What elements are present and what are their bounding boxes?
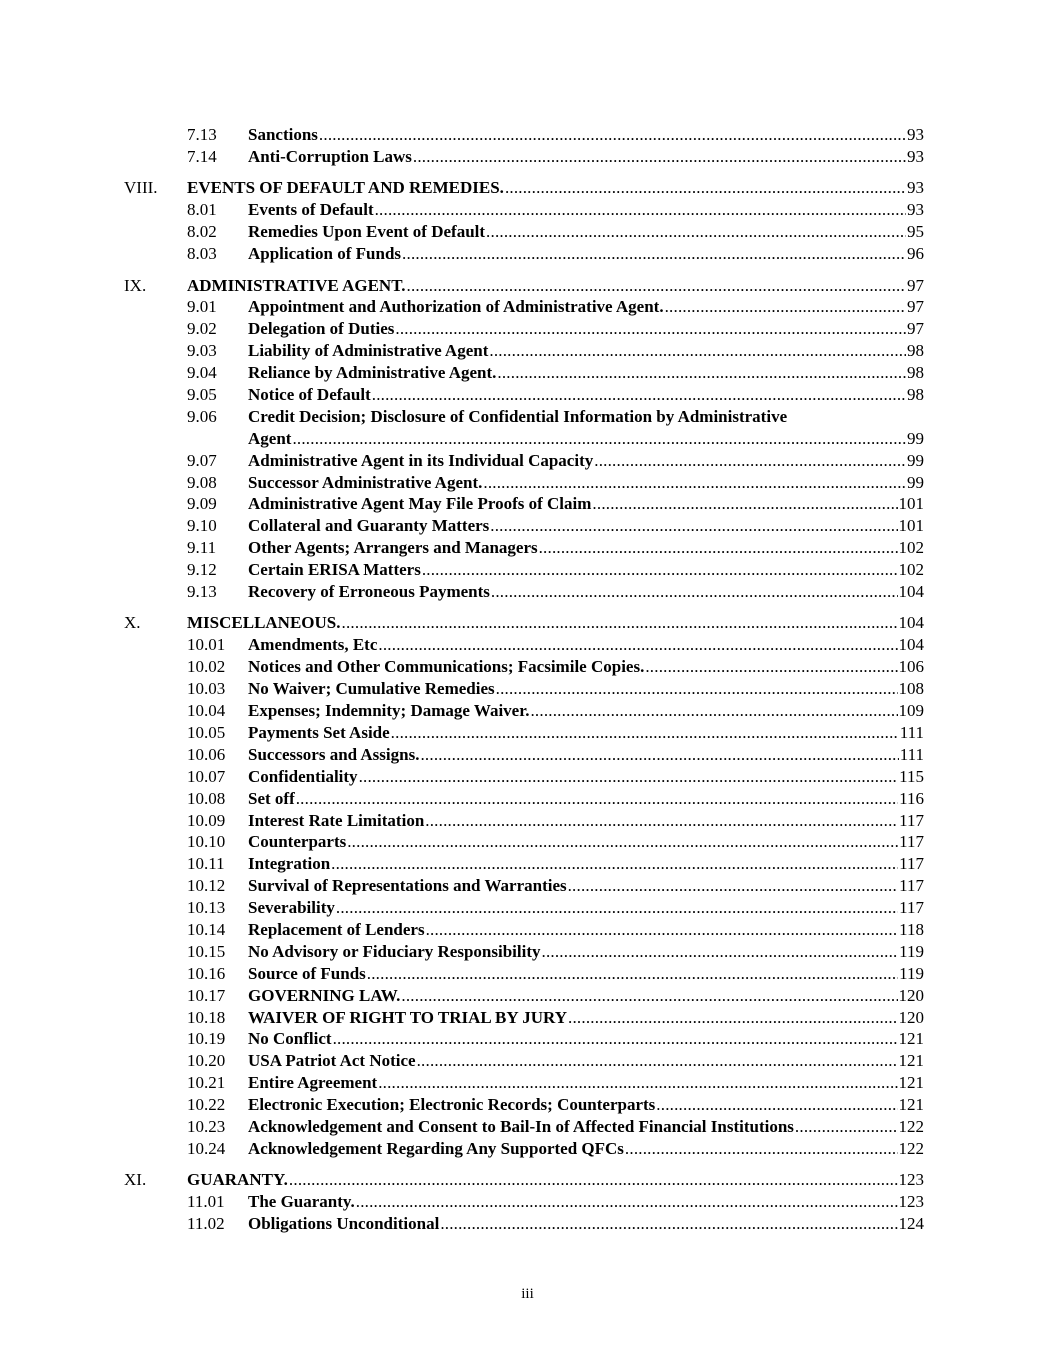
- article-entry: [187, 1169, 924, 1191]
- dot-leader: [656, 1094, 897, 1116]
- section-entry: [248, 559, 924, 581]
- section-number: 9.08: [187, 472, 217, 492]
- section-number: 10.10: [187, 832, 226, 852]
- section-title: Appointment and Authorization of Administrative Agent.: [248, 297, 664, 317]
- toc-section-row[interactable]: [0, 199, 1055, 221]
- section-title: Delegation of Duties: [248, 319, 395, 339]
- toc-section-row[interactable]: [0, 450, 1055, 472]
- section-title: Administrative Agent in its Individual Capacity: [248, 450, 594, 470]
- article-title: ADMINISTRATIVE AGENT.: [187, 275, 406, 295]
- section-entry: [248, 810, 924, 832]
- section-title: Liability of Administrative Agent: [248, 341, 489, 361]
- section-number: 10.23: [187, 1116, 226, 1136]
- section-number: 9.03: [187, 341, 217, 361]
- page-ref: 119: [899, 941, 924, 961]
- dot-leader: [645, 656, 897, 678]
- page-ref: 124: [898, 1214, 924, 1234]
- dot-leader: [440, 1213, 897, 1235]
- section-number: 10.13: [187, 898, 226, 918]
- section-number: 8.01: [187, 200, 217, 220]
- section-number: 9.07: [187, 450, 217, 470]
- section-entry: [248, 744, 924, 766]
- dot-leader: [568, 1007, 897, 1029]
- section-entry: [248, 941, 924, 963]
- section-number: 10.15: [187, 941, 226, 961]
- section-number: 10.16: [187, 963, 226, 983]
- page-ref: 96: [907, 244, 924, 264]
- dot-leader: [331, 853, 898, 875]
- dot-leader: [391, 722, 899, 744]
- section-number: 10.06: [187, 744, 226, 764]
- section-entry: [248, 875, 924, 897]
- section-entry: [248, 985, 924, 1007]
- section-entry: [248, 919, 924, 941]
- page-ref: 93: [907, 125, 924, 144]
- section-title: Successor Administrative Agent.: [248, 472, 483, 492]
- section-number: 9.09: [187, 494, 217, 514]
- article-entry: [187, 612, 924, 634]
- section-title: Anti-Corruption Laws: [248, 146, 412, 166]
- dot-leader: [401, 985, 897, 1007]
- dot-leader: [594, 450, 906, 472]
- page-ref: 111: [899, 722, 924, 742]
- toc-section-row[interactable]: [0, 634, 1055, 656]
- section-number: 10.11: [187, 854, 225, 874]
- dot-leader: [336, 897, 898, 919]
- toc-section-row[interactable]: [0, 515, 1055, 537]
- section-entry: [248, 853, 924, 875]
- dot-leader: [407, 275, 906, 297]
- page-ref: 121: [898, 1051, 924, 1071]
- toc-section-row[interactable]: [0, 1072, 1055, 1094]
- page-ref: 97: [907, 319, 924, 339]
- section-title: Credit Decision; Disclosure of Confidential Information by Administrative: [248, 406, 788, 426]
- dot-leader: [425, 810, 898, 832]
- page-ref: 104: [898, 635, 924, 655]
- section-number: 9.13: [187, 582, 217, 601]
- page-ref: 104: [898, 613, 924, 633]
- page-ref: 115: [899, 766, 924, 786]
- toc-section-row[interactable]: [0, 146, 1055, 168]
- section-title: The Guaranty.: [248, 1192, 355, 1212]
- section-entry: [248, 788, 924, 810]
- dot-leader: [333, 1028, 898, 1050]
- dot-leader: [375, 199, 906, 221]
- section-title: Other Agents; Arrangers and Managers: [248, 538, 538, 558]
- toc-section-row[interactable]: [0, 406, 1055, 428]
- dot-leader: [413, 146, 906, 168]
- section-number: 8.03: [187, 244, 217, 264]
- section-entry: [248, 963, 924, 985]
- toc-section-row[interactable]: [0, 1028, 1055, 1050]
- page-ref: 106: [898, 657, 924, 677]
- section-number: 9.01: [187, 297, 217, 317]
- toc-article-row[interactable]: [0, 612, 1055, 634]
- page-ref: 99: [907, 472, 924, 492]
- section-title: Obligations Unconditional: [248, 1214, 440, 1234]
- section-title: WAIVER OF RIGHT TO TRIAL BY JURY: [248, 1007, 568, 1027]
- toc-section-row[interactable]: [0, 318, 1055, 340]
- dot-leader: [422, 559, 898, 581]
- section-entry: [248, 1191, 924, 1213]
- toc-section-row[interactable]: [0, 656, 1055, 678]
- toc-article-row[interactable]: [0, 275, 1055, 297]
- page-ref: 97: [907, 297, 924, 317]
- section-entry-line1: [248, 406, 924, 428]
- section-title: Severability: [248, 898, 335, 918]
- toc-section-row[interactable]: [0, 559, 1055, 581]
- page-ref: 120: [898, 1007, 924, 1027]
- toc-section-row[interactable]: [0, 472, 1055, 494]
- toc-section-row[interactable]: [0, 722, 1055, 744]
- toc-section-row[interactable]: [0, 243, 1055, 265]
- page-ref: 122: [898, 1116, 924, 1136]
- toc-section-row[interactable]: [0, 810, 1055, 832]
- page-ref: 117: [899, 898, 924, 918]
- section-entry: [248, 1072, 924, 1094]
- toc-section-row[interactable]: [0, 1116, 1055, 1138]
- section-title: Remedies Upon Event of Default: [248, 222, 486, 242]
- section-entry: [248, 384, 924, 406]
- section-title: Acknowledgement and Consent to Bail-In of Affected Financial Institutions: [248, 1116, 794, 1136]
- toc-section-row[interactable]: [0, 700, 1055, 722]
- page-ref: 118: [899, 919, 924, 939]
- page-ref: 122: [898, 1138, 924, 1158]
- section-entry: [248, 1116, 924, 1138]
- dot-leader: [483, 472, 906, 494]
- section-entry: [248, 340, 924, 362]
- toc-section-row[interactable]: [0, 493, 1055, 515]
- section-title: Administrative Agent May File Proofs of Claim: [248, 494, 592, 514]
- dot-leader: [530, 700, 897, 722]
- table-of-contents: [0, 124, 1055, 1235]
- dot-leader: [342, 612, 898, 634]
- toc-article-row[interactable]: [0, 177, 1055, 199]
- dot-leader: [347, 831, 898, 853]
- toc-article-row[interactable]: [0, 1169, 1055, 1191]
- section-number: 10.19: [187, 1029, 226, 1049]
- page-ref: 121: [898, 1073, 924, 1093]
- section-number: 9.02: [187, 319, 217, 339]
- section-number: 10.07: [187, 766, 226, 786]
- article-title: EVENTS OF DEFAULT AND REMEDIES.: [187, 178, 504, 198]
- article-number: IX.: [124, 275, 147, 295]
- section-title: Integration: [248, 854, 331, 874]
- section-number: 10.02: [187, 657, 226, 677]
- section-number: 9.05: [187, 384, 217, 404]
- section-number: 10.04: [187, 701, 226, 721]
- page-ref: 93: [907, 146, 924, 166]
- toc-section-row[interactable]: [0, 384, 1055, 406]
- dot-leader: [539, 537, 898, 559]
- dot-leader: [367, 963, 898, 985]
- section-entry: [248, 450, 924, 472]
- page-ref: 116: [899, 788, 924, 808]
- section-entry: [248, 634, 924, 656]
- section-title: Certain ERISA Matters: [248, 560, 421, 580]
- section-entry: [248, 318, 924, 340]
- section-title: Payments Set Aside: [248, 722, 390, 742]
- section-entry: [248, 831, 924, 853]
- page-ref: 102: [898, 560, 924, 580]
- section-number: 9.10: [187, 516, 217, 536]
- section-title: Set off: [248, 788, 295, 808]
- section-entry: [248, 581, 924, 603]
- article-entry: [187, 275, 924, 297]
- dot-leader: [665, 296, 906, 318]
- section-title: Amendments, Etc: [248, 635, 378, 655]
- dot-leader: [795, 1116, 898, 1138]
- section-title: Events of Default: [248, 200, 374, 220]
- section-number: 9.04: [187, 363, 217, 383]
- section-entry: [248, 537, 924, 559]
- page-ref: 123: [898, 1170, 924, 1190]
- section-number: 10.20: [187, 1051, 226, 1071]
- toc-section-row[interactable]: [0, 744, 1055, 766]
- section-entry: [248, 296, 924, 318]
- article-title: MISCELLANEOUS.: [187, 613, 341, 633]
- page-ref: 123: [898, 1192, 924, 1212]
- section-title-continuation: Agent: [248, 428, 292, 448]
- section-entry: [248, 199, 924, 221]
- toc-section-row[interactable]: [0, 362, 1055, 384]
- toc-section-row[interactable]: [0, 221, 1055, 243]
- dot-leader: [426, 919, 899, 941]
- toc-section-row[interactable]: [0, 1138, 1055, 1160]
- page-ref: 95: [907, 222, 924, 242]
- section-title: No Conflict: [248, 1029, 332, 1049]
- dot-leader: [296, 788, 898, 810]
- article-title: GUARANTY.: [187, 1170, 288, 1190]
- section-title: Electronic Execution; Electronic Records; Counterparts: [248, 1095, 656, 1115]
- section-number: 10.14: [187, 919, 226, 939]
- toc-section-row-continuation[interactable]: [0, 428, 1055, 450]
- dot-leader: [489, 340, 906, 362]
- page-number: iii: [521, 1286, 534, 1302]
- toc-section-row[interactable]: [0, 340, 1055, 362]
- toc-section-row[interactable]: [0, 124, 1055, 146]
- toc-section-row[interactable]: [0, 941, 1055, 963]
- toc-section-row[interactable]: [0, 853, 1055, 875]
- toc-section-row[interactable]: [0, 875, 1055, 897]
- section-entry: [248, 1007, 924, 1029]
- section-title: No Waiver; Cumulative Remedies: [248, 679, 495, 699]
- section-title: Source of Funds: [248, 963, 366, 983]
- dot-leader: [378, 634, 897, 656]
- section-number: 9.11: [187, 538, 217, 558]
- section-entry: [248, 472, 924, 494]
- toc-section-row[interactable]: [0, 296, 1055, 318]
- page-ref: 93: [907, 200, 924, 220]
- page-ref: 104: [898, 582, 924, 601]
- section-number: 10.08: [187, 788, 226, 808]
- dot-leader: [356, 1191, 898, 1213]
- page-ref: 120: [898, 985, 924, 1005]
- page-ref: 98: [907, 384, 924, 404]
- section-number: 10.01: [187, 635, 226, 655]
- section-entry: [248, 678, 924, 700]
- page-ref: 121: [898, 1095, 924, 1115]
- dot-leader: [486, 221, 906, 243]
- page-ref: 93: [907, 178, 924, 198]
- dot-leader: [378, 1072, 897, 1094]
- page-ref: 99: [907, 450, 924, 470]
- section-title: Notice of Default: [248, 384, 371, 404]
- section-entry: [248, 515, 924, 537]
- section-title: Interest Rate Limitation: [248, 810, 425, 830]
- section-entry: [248, 1050, 924, 1072]
- article-number: VIII.: [124, 178, 158, 198]
- dot-leader: [490, 515, 897, 537]
- section-entry: [248, 221, 924, 243]
- section-number: 10.03: [187, 679, 226, 699]
- section-number: 10.24: [187, 1138, 226, 1158]
- section-title: Application of Funds: [248, 244, 402, 264]
- section-entry: [248, 362, 924, 384]
- section-title: Reliance by Administrative Agent.: [248, 363, 497, 383]
- dot-leader: [289, 1169, 898, 1191]
- section-title: Sanctions: [248, 125, 318, 144]
- toc-section-row[interactable]: [0, 788, 1055, 810]
- toc-section-row[interactable]: [0, 766, 1055, 788]
- section-title: No Advisory or Fiduciary Responsibility: [248, 941, 541, 961]
- section-title: Replacement of Lenders: [248, 919, 425, 939]
- dot-leader: [319, 124, 906, 146]
- dot-leader: [292, 428, 906, 450]
- toc-section-row[interactable]: [0, 831, 1055, 853]
- toc-section-row[interactable]: [0, 963, 1055, 985]
- article-entry: [187, 177, 924, 199]
- section-entry: [248, 243, 924, 265]
- section-entry: [248, 1138, 924, 1160]
- page-ref: 117: [899, 832, 924, 852]
- dot-leader: [568, 875, 899, 897]
- toc-section-row[interactable]: [0, 897, 1055, 919]
- section-title: Acknowledgement Regarding Any Supported QFCs: [248, 1138, 624, 1158]
- toc-section-row[interactable]: [0, 919, 1055, 941]
- section-entry: [248, 124, 924, 146]
- section-number: 9.12: [187, 560, 217, 580]
- page-ref: 108: [898, 679, 924, 699]
- section-entry: [248, 146, 924, 168]
- dot-leader: [592, 493, 897, 515]
- section-entry: [248, 722, 924, 744]
- page-ref: 117: [899, 876, 924, 896]
- dot-leader: [417, 1050, 898, 1072]
- section-title: GOVERNING LAW.: [248, 985, 401, 1005]
- dot-leader: [402, 243, 906, 265]
- section-entry: [248, 1213, 924, 1235]
- section-title: Confidentiality: [248, 766, 358, 786]
- section-number: 11.01: [187, 1192, 225, 1212]
- section-number: 10.05: [187, 722, 226, 742]
- section-title: Collateral and Guaranty Matters: [248, 516, 490, 536]
- page-ref: 98: [907, 363, 924, 383]
- section-entry: [248, 766, 924, 788]
- page-ref: 101: [898, 516, 924, 536]
- dot-leader: [505, 177, 906, 199]
- article-number: X.: [124, 613, 141, 633]
- toc-section-row[interactable]: [0, 678, 1055, 700]
- page-ref: 99: [907, 428, 924, 448]
- section-number: 7.13: [187, 125, 217, 144]
- article-number: XI.: [124, 1170, 147, 1190]
- section-title: Notices and Other Communications; Facsimile Copies.: [248, 657, 645, 677]
- toc-section-row[interactable]: [0, 1213, 1055, 1235]
- page-ref: 117: [899, 810, 924, 830]
- section-title: Survival of Representations and Warranties: [248, 876, 567, 896]
- section-number: 7.14: [187, 146, 217, 166]
- dot-leader: [625, 1138, 898, 1160]
- toc-section-row[interactable]: [0, 985, 1055, 1007]
- section-number: 10.18: [187, 1007, 226, 1027]
- section-entry: [248, 656, 924, 678]
- section-number: 10.12: [187, 876, 226, 896]
- toc-section-row[interactable]: [0, 1094, 1055, 1116]
- section-title: Entire Agreement: [248, 1073, 378, 1093]
- dot-leader: [359, 766, 899, 788]
- section-number: 9.06: [187, 406, 217, 426]
- section-entry: [248, 700, 924, 722]
- section-entry-line2: [248, 428, 924, 450]
- dot-leader: [491, 581, 898, 603]
- dot-leader: [420, 744, 898, 766]
- section-title: Successors and Assigns.: [248, 744, 420, 764]
- section-number: 10.17: [187, 985, 226, 1005]
- section-number: 10.21: [187, 1073, 226, 1093]
- dot-leader: [496, 678, 898, 700]
- section-title: Counterparts: [248, 832, 347, 852]
- section-title: Expenses; Indemnity; Damage Waiver.: [248, 701, 530, 721]
- section-number: 8.02: [187, 222, 217, 242]
- page-ref: 98: [907, 341, 924, 361]
- toc-section-row[interactable]: [0, 537, 1055, 559]
- page-ref: 117: [899, 854, 924, 874]
- section-entry: [248, 1094, 924, 1116]
- page-ref: 111: [899, 744, 924, 764]
- toc-section-row[interactable]: [0, 1191, 1055, 1213]
- section-title: Recovery of Erroneous Payments: [248, 582, 490, 601]
- dot-leader: [395, 318, 906, 340]
- section-entry: [248, 897, 924, 919]
- toc-section-row[interactable]: [0, 1050, 1055, 1072]
- dot-leader: [372, 384, 906, 406]
- section-entry: [248, 493, 924, 515]
- page-ref: 119: [899, 963, 924, 983]
- toc-section-row[interactable]: [0, 1007, 1055, 1029]
- section-number: 10.09: [187, 810, 226, 830]
- page-ref: 121: [898, 1029, 924, 1049]
- toc-section-row[interactable]: [0, 581, 1055, 603]
- dot-leader: [497, 362, 906, 384]
- dot-leader: [542, 941, 899, 963]
- page-ref: 97: [907, 275, 924, 295]
- section-number: 11.02: [187, 1214, 225, 1234]
- section-entry: [248, 1028, 924, 1050]
- page-ref: 101: [898, 494, 924, 514]
- section-title: USA Patriot Act Notice: [248, 1051, 416, 1071]
- page-ref: 102: [898, 538, 924, 558]
- page-ref: 109: [898, 701, 924, 721]
- section-number: 10.22: [187, 1095, 226, 1115]
